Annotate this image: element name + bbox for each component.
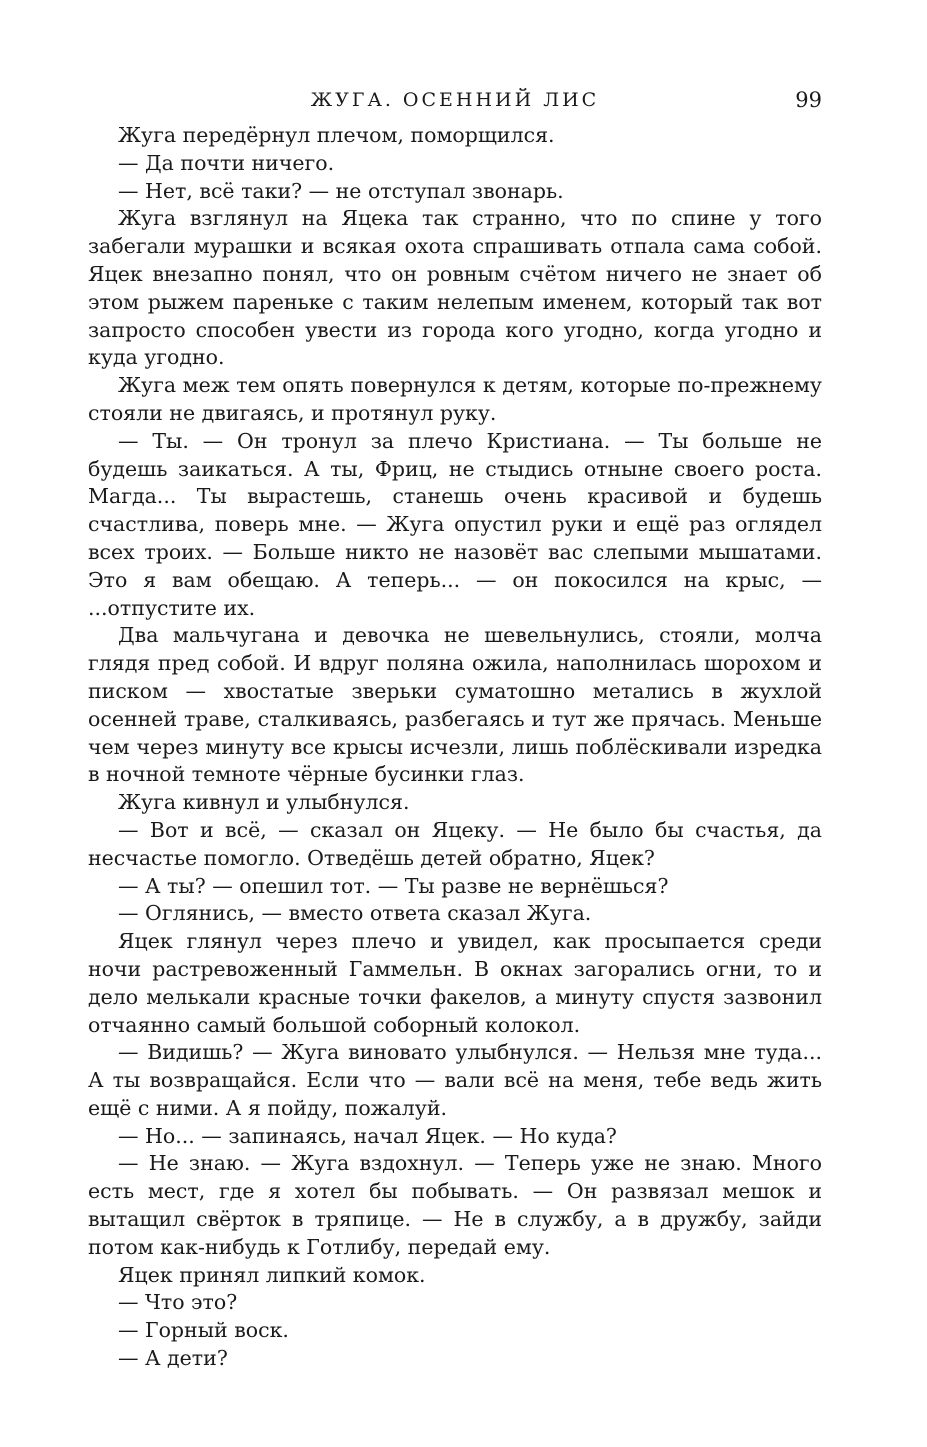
body-text — [88, 122, 822, 1373]
paragraph: — А дети? — [118, 1346, 228, 1371]
paragraph: — Оглянись, — вместо ответа сказал Жуга. — [118, 901, 592, 926]
paragraph: — А ты? — опешил тот. — Ты разве не вернёшься? — [118, 873, 669, 898]
paragraph: — Видишь? — Жуга виновато улыбнулся. — Нельзя мне туда... А ты возвращайся. Если что — вали всё на меня, тебе ведь жить ещё с ними. А я пойду, пожалуй. — [88, 1040, 822, 1120]
paragraph: Жуга кивнул и улыбнулся. — [118, 790, 410, 815]
paragraph: — Ты. — Он тронул за плечо Кристиана. — Ты больше не будешь заикаться. А ты, Фриц, не стыдись отныне своего роста. Магда... Ты вырастешь, станешь очень красивой и будешь счастлива, поверь мне. — Жуга опустил руки и ещё раз оглядел всех троих. — Больше никто не назовёт вас слепыми мышатами. Это я вам обещаю. А теперь... — он покосился на крыс, — ...отпустите их. — [88, 428, 822, 620]
running-head — [88, 86, 822, 122]
paragraph: Яцек принял липкий комок. — [118, 1262, 426, 1287]
paragraph: — Горный воск. — [118, 1318, 289, 1343]
paragraph: — Да почти ничего. — [118, 150, 335, 175]
paragraph: Жуга меж тем опять повернулся к детям, которые по-прежнему стояли не двигаясь, и протянул руку. — [88, 373, 822, 425]
running-title: ЖУГА. ОСЕННИЙ ЛИС — [310, 89, 600, 111]
paragraph: — Вот и всё, — сказал он Яцеку. — Не было бы счастья, да несчастье помогло. Отведёшь детей обратно, Яцек? — [88, 817, 822, 870]
paragraph: — Что это? — [118, 1290, 238, 1315]
paragraph: Два мальчугана и девочка не шевельнулись, стояли, молча глядя пред собой. И вдруг поляна ожила, наполнилась шорохом и писком — хвостатые зверьки суматошно метались в жухлой осенней траве, сталкиваясь, разбегаясь и тут же прячась. Меньше чем через минуту все крысы исчезли, лишь поблёскивали изредка в ночной темноте чёрные бусинки глаз. — [88, 623, 822, 787]
page-number: 99 — [795, 88, 822, 112]
paragraph: — Нет, всё таки? — не отступал звонарь. — [118, 178, 564, 203]
paragraph: — Не знаю. — Жуга вздохнул. — Теперь уже не знаю. Много есть мест, где я хотел бы побывать. — Он развязал мешок и вытащил свёрток в тряпице. — Не в службу, а в дружбу, зайди потом как-нибудь к Готлибу, передай ему. — [88, 1151, 822, 1259]
paragraph: — Но... — запинаясь, начал Яцек. — Но куда? — [118, 1123, 617, 1148]
paragraph: Яцек глянул через плечо и увидел, как просыпается среди ночи растревоженный Гаммельн. В окнах загорались огни, то и дело мелькали красные точки факелов, а минуту спустя зазвонил отчаянно самый большой соборный колокол. — [88, 929, 822, 1037]
paragraph: Жуга взглянул на Яцека так странно, что по спине у того забегали мурашки и всякая охота спрашивать отпала сама собой. Яцек внезапно понял, что он ровным счётом ничего не знает об этом рыжем пареньке с таким нелепым именем, который так вот запросто способен увести из города кого угодно, когда угодно и куда угодно. — [88, 206, 822, 370]
book-page — [88, 86, 822, 1373]
paragraph: Жуга передёрнул плечом, поморщился. — [118, 123, 555, 147]
